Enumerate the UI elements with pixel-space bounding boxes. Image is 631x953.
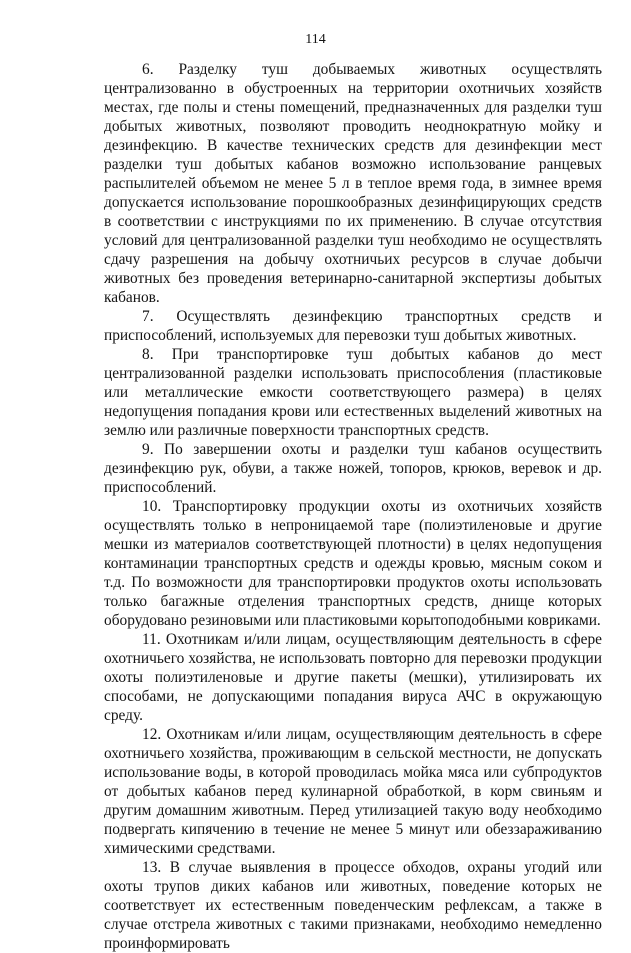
paragraph-8: 8. При транспортировке туш добытых кабанов до мест централизованной разделки использовать приспособления (пластиковые или металлические емкости соответствующего размера) в целях недопущения попадания крови или естественных выделений животных на землю или различные поверхности транспортных средств.: [104, 346, 602, 439]
paragraph-12: 12. Охотникам и/или лицам, осуществляющим деятельность в сфере охотничьего хозяйства, проживающим в сельской местности, не допускать использование воды, в которой проводилась мойка мяса или субпродуктов от добытых кабанов перед кулинарной обработкой, в корм свиньям и другим домашним животным. Перед утилизацией такую воду необходимо подвергать кипячению в течение не менее 5 минут или обеззараживанию химическими средствами.: [104, 726, 602, 857]
page-number: 114: [305, 32, 326, 47]
paragraph-9: 9. По завершении охоты и разделки туш кабанов осуществить дезинфекцию рук, обуви, а также ножей, топоров, крюков, веревок и др. приспособлений.: [104, 441, 602, 496]
paragraph-10: 10. Транспортировку продукции охоты из охотничьих хозяйств осуществлять только в непроницаемой таре (полиэтиленовые и другие мешки из материалов соответствующей плотности) в целях недопущения контаминации транспортных средств и одежды кровью, мясным соком и т.д. По возможности для транспортировки продуктов охоты использовать только багажные отделения транспортных средств, днище которых оборудовано резиновыми или пластиковыми корытоподобными ковриками.: [104, 498, 602, 629]
paragraph-11: 11. Охотникам и/или лицам, осуществляющим деятельность в сфере охотничьего хозяйства, не использовать повторно для перевозки продукции охоты полиэтиленовые и другие пакеты (мешки), утилизировать их способами, не допускающими попадания вируса АЧС в окружающую среду.: [104, 631, 602, 724]
document-body: [104, 60, 602, 953]
paragraph-13: 13. В случае выявления в процессе обходов, охраны угодий или охоты трупов диких кабанов или животных, поведение которых не соответствует их естественным поведенческим рефлексам, а также в случае отстрела животных с такими признаками, необходимо немедленно проинформировать: [104, 859, 602, 952]
paragraph-6: 6. Разделку туш добываемых животных осуществлять централизованно в обустроенных на территории охотничьих хозяйств местах, где полы и стены помещений, предназначенных для разделки туш добытых животных, позволяют проводить неоднократную мойку и дезинфекцию. В качестве технических средств для дезинфекции мест разделки туш добытых кабанов возможно использование ранцевых распылителей объемом не менее 5 л в теплое время года, в зимнее время допускается использование порошкообразных дезинфицирующих средств в соответствии с инструкциями по их применению. В случае отсутствия условий для централизованной разделки туш необходимо не осуществлять сдачу разрешения на добычу охотничьих ресурсов в случае добычи животных без проведения ветеринарно-санитарной экспертизы добытых кабанов.: [104, 61, 602, 306]
paragraph-7: 7. Осуществлять дезинфекцию транспортных средств и приспособлений, используемых для перевозки туш добытых животных.: [104, 308, 602, 344]
